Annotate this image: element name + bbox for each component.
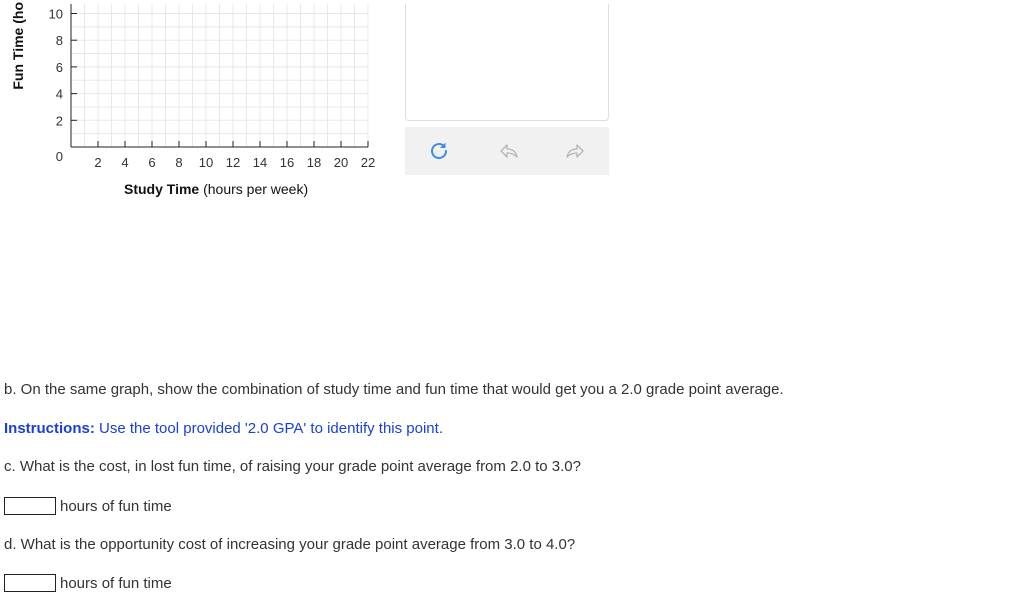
x-tick-label: 14 (252, 155, 268, 170)
x-tick-label: 6 (148, 155, 156, 170)
y-tick-label: 2 (55, 113, 63, 129)
answer-unit-c: hours of fun time (60, 497, 172, 515)
x-tick-label: 8 (175, 155, 183, 170)
answer-input-c[interactable] (4, 497, 56, 515)
answer-input-d[interactable] (4, 574, 56, 592)
x-tick-label: 22 (360, 155, 376, 170)
undo-icon (497, 139, 521, 163)
y-axis-label-text: Fun Time (ho (10, 2, 26, 90)
reset-icon (427, 139, 451, 163)
question-d: d. What is the opportunity cost of increasing your grade point average from 3.0 to 4.0? (4, 536, 576, 553)
question-b: b. On the same graph, show the combination of study time and fun time that would get you a 2.0 grade point average. (4, 381, 784, 398)
x-tick-label: 10 (198, 155, 214, 170)
x-axis-label (124, 181, 308, 197)
undo-button[interactable] (494, 137, 524, 165)
redo-icon (563, 139, 587, 163)
x-tick-label: 16 (279, 155, 295, 170)
y-tick-label: 0 (55, 149, 63, 164)
tool-panel[interactable] (405, 4, 609, 121)
x-tick-label: 18 (306, 155, 322, 170)
graph-area[interactable] (0, 0, 400, 180)
x-tick-label: 20 (333, 155, 349, 170)
x-ticks (94, 141, 375, 170)
instructions-label: Instructions: (4, 420, 95, 437)
y-tick-label: 8 (55, 33, 63, 49)
y-tick-label: 6 (55, 59, 63, 75)
reset-button[interactable] (424, 137, 454, 165)
y-ticks (49, 7, 77, 165)
answer-unit-d: hours of fun time (60, 574, 172, 592)
redo-button[interactable] (560, 137, 590, 165)
x-tick-label: 12 (225, 155, 241, 170)
answer-row-c (4, 497, 172, 515)
x-axis-label-rest: (hours per week) (199, 181, 309, 197)
y-tick-label: 4 (55, 86, 63, 102)
question-c: c. What is the cost, in lost fun time, of raising your grade point average from 2.0 to 3.0? (4, 458, 581, 475)
instructions (4, 420, 443, 437)
x-tick-label: 2 (94, 155, 102, 170)
y-tick-label: 10 (48, 6, 63, 22)
grid (71, 4, 368, 147)
instructions-text: Use the tool provided '2.0 GPA' to identify this point. (94, 420, 443, 437)
graph-toolbar (405, 127, 609, 175)
x-axis-label-bold: Study Time (124, 181, 200, 197)
x-tick-label: 4 (121, 155, 129, 170)
answer-row-d (4, 574, 172, 592)
